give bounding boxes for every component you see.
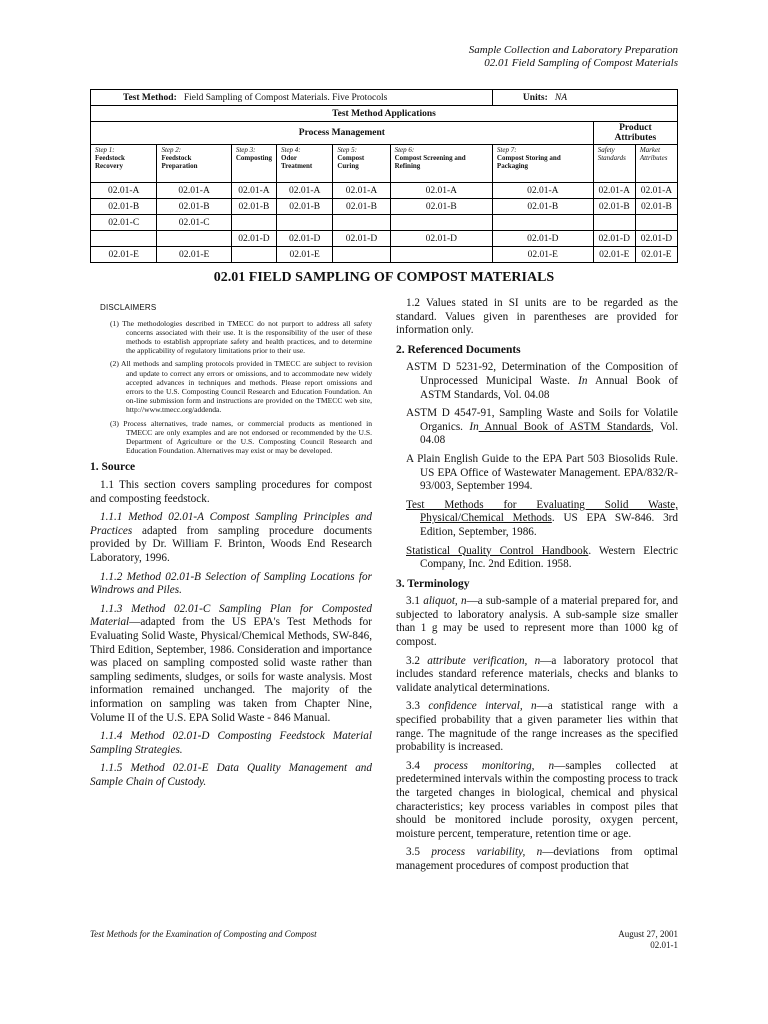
method-code-cell: 02.01-D xyxy=(333,231,390,247)
step-label: Market xyxy=(639,146,661,154)
step-name: Compost Screening and Refining xyxy=(394,154,466,170)
term-number: 3.1 xyxy=(406,595,424,608)
reference-text: , Vol. 04.08 xyxy=(420,420,679,447)
disclaimer-item: (2) All methods and sampling protocols provided in TMECC are subject to revision and update to correct any errors or omissions, and to accommodate new widely accepted advances in techniques and methods. Please report omissions and errors to the U.S. Composting Council Research and Education Foundation. An on-line submission form and instructions are provided on the TMECC web site, http://www.tmecc.org/addenda. xyxy=(110,359,372,415)
section-heading-source: 1. Source xyxy=(90,461,136,474)
reference-in: In xyxy=(578,374,588,387)
method-code-cell xyxy=(333,247,390,263)
table-row-groups xyxy=(91,122,678,145)
term-number: 3.2 xyxy=(406,654,428,667)
method-code-cell: 02.01-E xyxy=(91,247,157,263)
paragraph-1-1: 1.1 This section covers sampling procedures for compost and composting feedstock. xyxy=(90,479,372,505)
header-line-2: 02.01 Field Sampling of Compost Materials xyxy=(484,57,678,69)
paragraph-1-1-5 xyxy=(90,762,372,789)
method-code-cell: 02.01-B xyxy=(157,199,231,215)
term-3-4 xyxy=(396,760,678,842)
reference-text: Annual Book of ASTM Standards, Vol. 04.08 xyxy=(420,374,678,401)
reference-item xyxy=(396,499,678,540)
step-label: Step 1: xyxy=(95,146,115,154)
step-header-cell xyxy=(390,145,492,183)
method-code-cell xyxy=(231,247,276,263)
test-method-table xyxy=(90,89,678,263)
method-code-cell: 02.01-E xyxy=(593,247,635,263)
step-label: Step 2: xyxy=(161,146,182,154)
reference-item xyxy=(396,361,678,402)
step-header-cell xyxy=(277,145,333,183)
method-code-cell: 02.01-A xyxy=(593,183,635,199)
method-code-cell: 02.01-B xyxy=(635,199,677,215)
method-title: 1.1.3 Method 02.01-C Sampling Plan for Composted Material xyxy=(90,602,372,629)
term-definition: —a laboratory protocol that includes standard reference materials, checks and blanks to validate analytical determinations. xyxy=(396,654,679,694)
step-header-cell xyxy=(91,145,157,183)
method-code-cell xyxy=(157,231,231,247)
method-code-cell xyxy=(277,215,333,231)
step-label: Step 5: xyxy=(337,146,357,154)
table-row xyxy=(91,183,678,199)
step-name: Feedstock Preparation xyxy=(161,154,198,170)
reference-book: Annual Book of ASTM Standards xyxy=(478,420,651,433)
method-code-cell xyxy=(390,247,492,263)
footer-right xyxy=(618,929,678,951)
term-name: aliquot, n xyxy=(423,595,467,608)
table-body xyxy=(91,183,678,263)
method-code-cell: 02.01-C xyxy=(157,215,231,231)
table-row xyxy=(91,215,678,231)
units-cell xyxy=(492,90,677,106)
term-number: 3.4 xyxy=(406,759,435,772)
page-number: 02.01-1 xyxy=(650,940,678,950)
step-name: Compost Storing and Packaging xyxy=(496,154,561,170)
table-row xyxy=(91,247,678,263)
method-code-cell xyxy=(390,215,492,231)
step-label: Safety xyxy=(597,146,615,154)
header-line-1: Sample Collection and Laboratory Preparation xyxy=(468,44,678,56)
method-title: 1.1.2 Method 02.01-B Selection of Sampling Locations for Windrows and Piles. xyxy=(90,570,372,597)
method-code-cell xyxy=(635,215,677,231)
left-column xyxy=(90,301,372,795)
step-name: Standards xyxy=(597,154,626,162)
reference-item xyxy=(396,407,678,448)
applications-heading: Test Method Applications xyxy=(91,106,678,122)
reference-book: Test Methods for Evaluating Solid Waste, Physical/Chemical Methods xyxy=(406,498,678,525)
method-code-cell: 02.01-B xyxy=(390,199,492,215)
method-code-cell: 02.01-D xyxy=(635,231,677,247)
step-header-cell xyxy=(635,145,677,183)
reference-text: . Western Electric Company, Inc. 2nd Edition. 1958. xyxy=(420,544,678,571)
step-label: Step 4: xyxy=(281,146,301,154)
reference-in: In xyxy=(469,420,479,433)
method-code-cell: 02.01-D xyxy=(231,231,276,247)
table-row-applications xyxy=(91,106,678,122)
table-row-steps xyxy=(91,145,678,183)
method-code-cell: 02.01-A xyxy=(333,183,390,199)
disclaimers-heading: DISCLAIMERS xyxy=(100,303,157,312)
method-code-cell: 02.01-E xyxy=(492,247,593,263)
paragraph-1-1-1 xyxy=(90,511,372,565)
step-label: Step 3: xyxy=(235,146,256,154)
section-heading-referenced-documents: 2. Referenced Documents xyxy=(396,343,521,356)
term-3-5 xyxy=(396,846,678,873)
term-name: process variability, n xyxy=(431,846,543,859)
disclaimer-item: (1) The methodologies described in TMECC do not purport to address all safety concerns associated with their use. It is the responsibility of the user of these methods to establish appropriate safety and health practices, and to determine the applicability of regulatory limitations prior to their use. xyxy=(110,318,372,356)
reference-text: ASTM D 5231-92, Determination of the Composition of Unprocessed Municipal Waste. xyxy=(406,361,678,387)
footer-title: Test Methods for the Examination of Composting and Compost xyxy=(90,929,317,939)
method-title: 1.1.1 Method 02.01-A Compost Sampling Principles and Practices xyxy=(90,511,372,537)
table-row-method xyxy=(91,90,678,106)
disclaimer-item: (3) Process alternatives, trade names, or commercial products as mentioned in TMECC are only examples and are not endorsed or recommended by the U.S. Department of Agriculture or the U.S. Composting Council Research and Education Foundation. Alternatives may exist or may be developed. xyxy=(110,418,372,456)
reference-text: . US EPA SW-846. 3rd Edition, September, 1986. xyxy=(420,512,678,538)
method-code-cell: 02.01-E xyxy=(277,247,333,263)
method-code-cell: 02.01-B xyxy=(231,199,276,215)
step-header-cell xyxy=(157,145,231,183)
method-title: 1.1.4 Method 02.01-D Composting Feedstock Material Sampling Strategies. xyxy=(90,730,372,756)
method-code-cell: 02.01-C xyxy=(91,215,157,231)
method-code-cell: 02.01-A xyxy=(91,183,157,199)
product-attributes-heading: Product Attributes xyxy=(593,122,677,145)
term-definition: —deviations from optimal management procedures of compost production that xyxy=(396,846,679,872)
method-code-cell: 02.01-D xyxy=(277,231,333,247)
method-code-cell xyxy=(91,231,157,247)
step-label: Step 6: xyxy=(394,146,415,154)
reference-text: ASTM D 4547-91, Sampling Waste and Soils for Volatile Organics. xyxy=(406,407,678,433)
method-code-cell xyxy=(492,215,593,231)
method-code-cell: 02.01-E xyxy=(635,247,677,263)
method-text: —adapted from the US EPA's Test Methods for Evaluating Solid Waste, Physical/Chemical Methods, SW-846, Third Edition, September, 1986. Consideration and importance was placed on sampling composted solid waste rather than sampling sediments, sludges, or soils for waste analysis. Most information remained unchanged. The majority of the information on sampling was taken from Chapter Nine, Volume II of the U.S. EPA Solid Waste - 846 Manual. xyxy=(90,616,372,724)
paragraph-1-1-2 xyxy=(90,571,372,598)
term-3-1 xyxy=(396,595,678,649)
footer-date: August 27, 2001 xyxy=(618,929,678,939)
method-code-cell: 02.01-D xyxy=(593,231,635,247)
method-code-cell: 02.01-B xyxy=(277,199,333,215)
term-number: 3.5 xyxy=(406,846,432,859)
method-code-cell: 02.01-A xyxy=(231,183,276,199)
method-code-cell: 02.01-A xyxy=(492,183,593,199)
step-name: Feedstock Recovery xyxy=(95,154,125,170)
method-code-cell: 02.01-B xyxy=(333,199,390,215)
process-management-heading: Process Management xyxy=(91,122,594,145)
units-label: Units: xyxy=(522,92,548,103)
paragraph-1-1-4 xyxy=(90,730,372,757)
method-code-cell: 02.01-B xyxy=(593,199,635,215)
term-name: confidence interval, n xyxy=(428,700,537,713)
reference-item xyxy=(396,545,678,572)
method-code-cell: 02.01-A xyxy=(277,183,333,199)
section-heading-terminology: 3. Terminology xyxy=(396,577,470,590)
method-title: 1.1.5 Method 02.01-E Data Quality Management and Sample Chain of Custody. xyxy=(90,762,372,788)
reference-item: A Plain English Guide to the EPA Part 503 Biosolids Rule. US EPA Office of Wastewater Management. EPA/832/R-93/003, September 1994. xyxy=(406,452,678,493)
step-name: Attributes xyxy=(639,154,668,162)
method-code-cell: 02.01-B xyxy=(492,199,593,215)
term-name: attribute verification, n xyxy=(427,654,541,667)
step-header-cell xyxy=(231,145,276,183)
method-code-cell: 02.01-D xyxy=(390,231,492,247)
right-column xyxy=(396,297,678,879)
term-name: process monitoring, n xyxy=(434,759,555,772)
step-name: Composting xyxy=(235,154,272,162)
term-3-2 xyxy=(396,655,678,696)
term-definition: —a sub-sample of a material prepared for, and subjected to laboratory analysis. A sub-sample size smaller than 1 g may be used to represent more than 1000 kg of compost. xyxy=(396,595,679,649)
step-name: Odor Treatment xyxy=(281,154,313,170)
paragraph-1-1-3 xyxy=(90,603,372,725)
method-code-cell xyxy=(333,215,390,231)
paragraph-1-2: 1.2 Values stated in SI units are to be regarded as the standard. Values given in parentheses are provided for information only. xyxy=(396,297,678,337)
method-code-cell: 02.01-A xyxy=(390,183,492,199)
section-title: 02.01 FIELD SAMPLING OF COMPOST MATERIALS xyxy=(213,270,555,285)
term-definition: —samples collected at predetermined intervals within the composting process to track the targeted changes in biological, chemical and physical characteristics; key process variables in compost piles that should be monitored include porosity, oxygen percent, moisture percent, temperature, retention time or age. xyxy=(396,759,678,840)
term-number: 3.3 xyxy=(406,700,429,713)
test-method-value: Field Sampling of Compost Materials. Five Protocols xyxy=(183,92,388,103)
step-header-cell xyxy=(593,145,635,183)
method-code-cell: 02.01-D xyxy=(492,231,593,247)
method-code-cell: 02.01-E xyxy=(157,247,231,263)
step-name: Compost Curing xyxy=(337,154,365,170)
running-header xyxy=(469,44,678,70)
method-code-cell xyxy=(231,215,276,231)
method-text: adapted from sampling procedure documents provided by Dr. William F. Brinton, Woods End Research Laboratory, 1996. xyxy=(90,524,372,564)
table-row xyxy=(91,199,678,215)
test-method-cell xyxy=(91,90,493,106)
method-code-cell xyxy=(593,215,635,231)
step-label: Step 7: xyxy=(496,146,517,154)
method-code-cell: 02.01-B xyxy=(91,199,157,215)
units-value: NA xyxy=(554,92,567,103)
step-header-cell xyxy=(333,145,390,183)
term-definition: —a statistical range with a specified probability that a given parameter lies within that range. The magnitude of the range increases as the specified probability is increased. xyxy=(396,700,679,754)
term-3-3 xyxy=(396,700,678,754)
reference-book: Statistical Quality Control Handbook xyxy=(406,544,589,557)
method-code-cell: 02.01-A xyxy=(635,183,677,199)
step-header-cell xyxy=(492,145,593,183)
table-row xyxy=(91,231,678,247)
method-code-cell: 02.01-A xyxy=(157,183,231,199)
test-method-label: Test Method: xyxy=(123,92,177,103)
